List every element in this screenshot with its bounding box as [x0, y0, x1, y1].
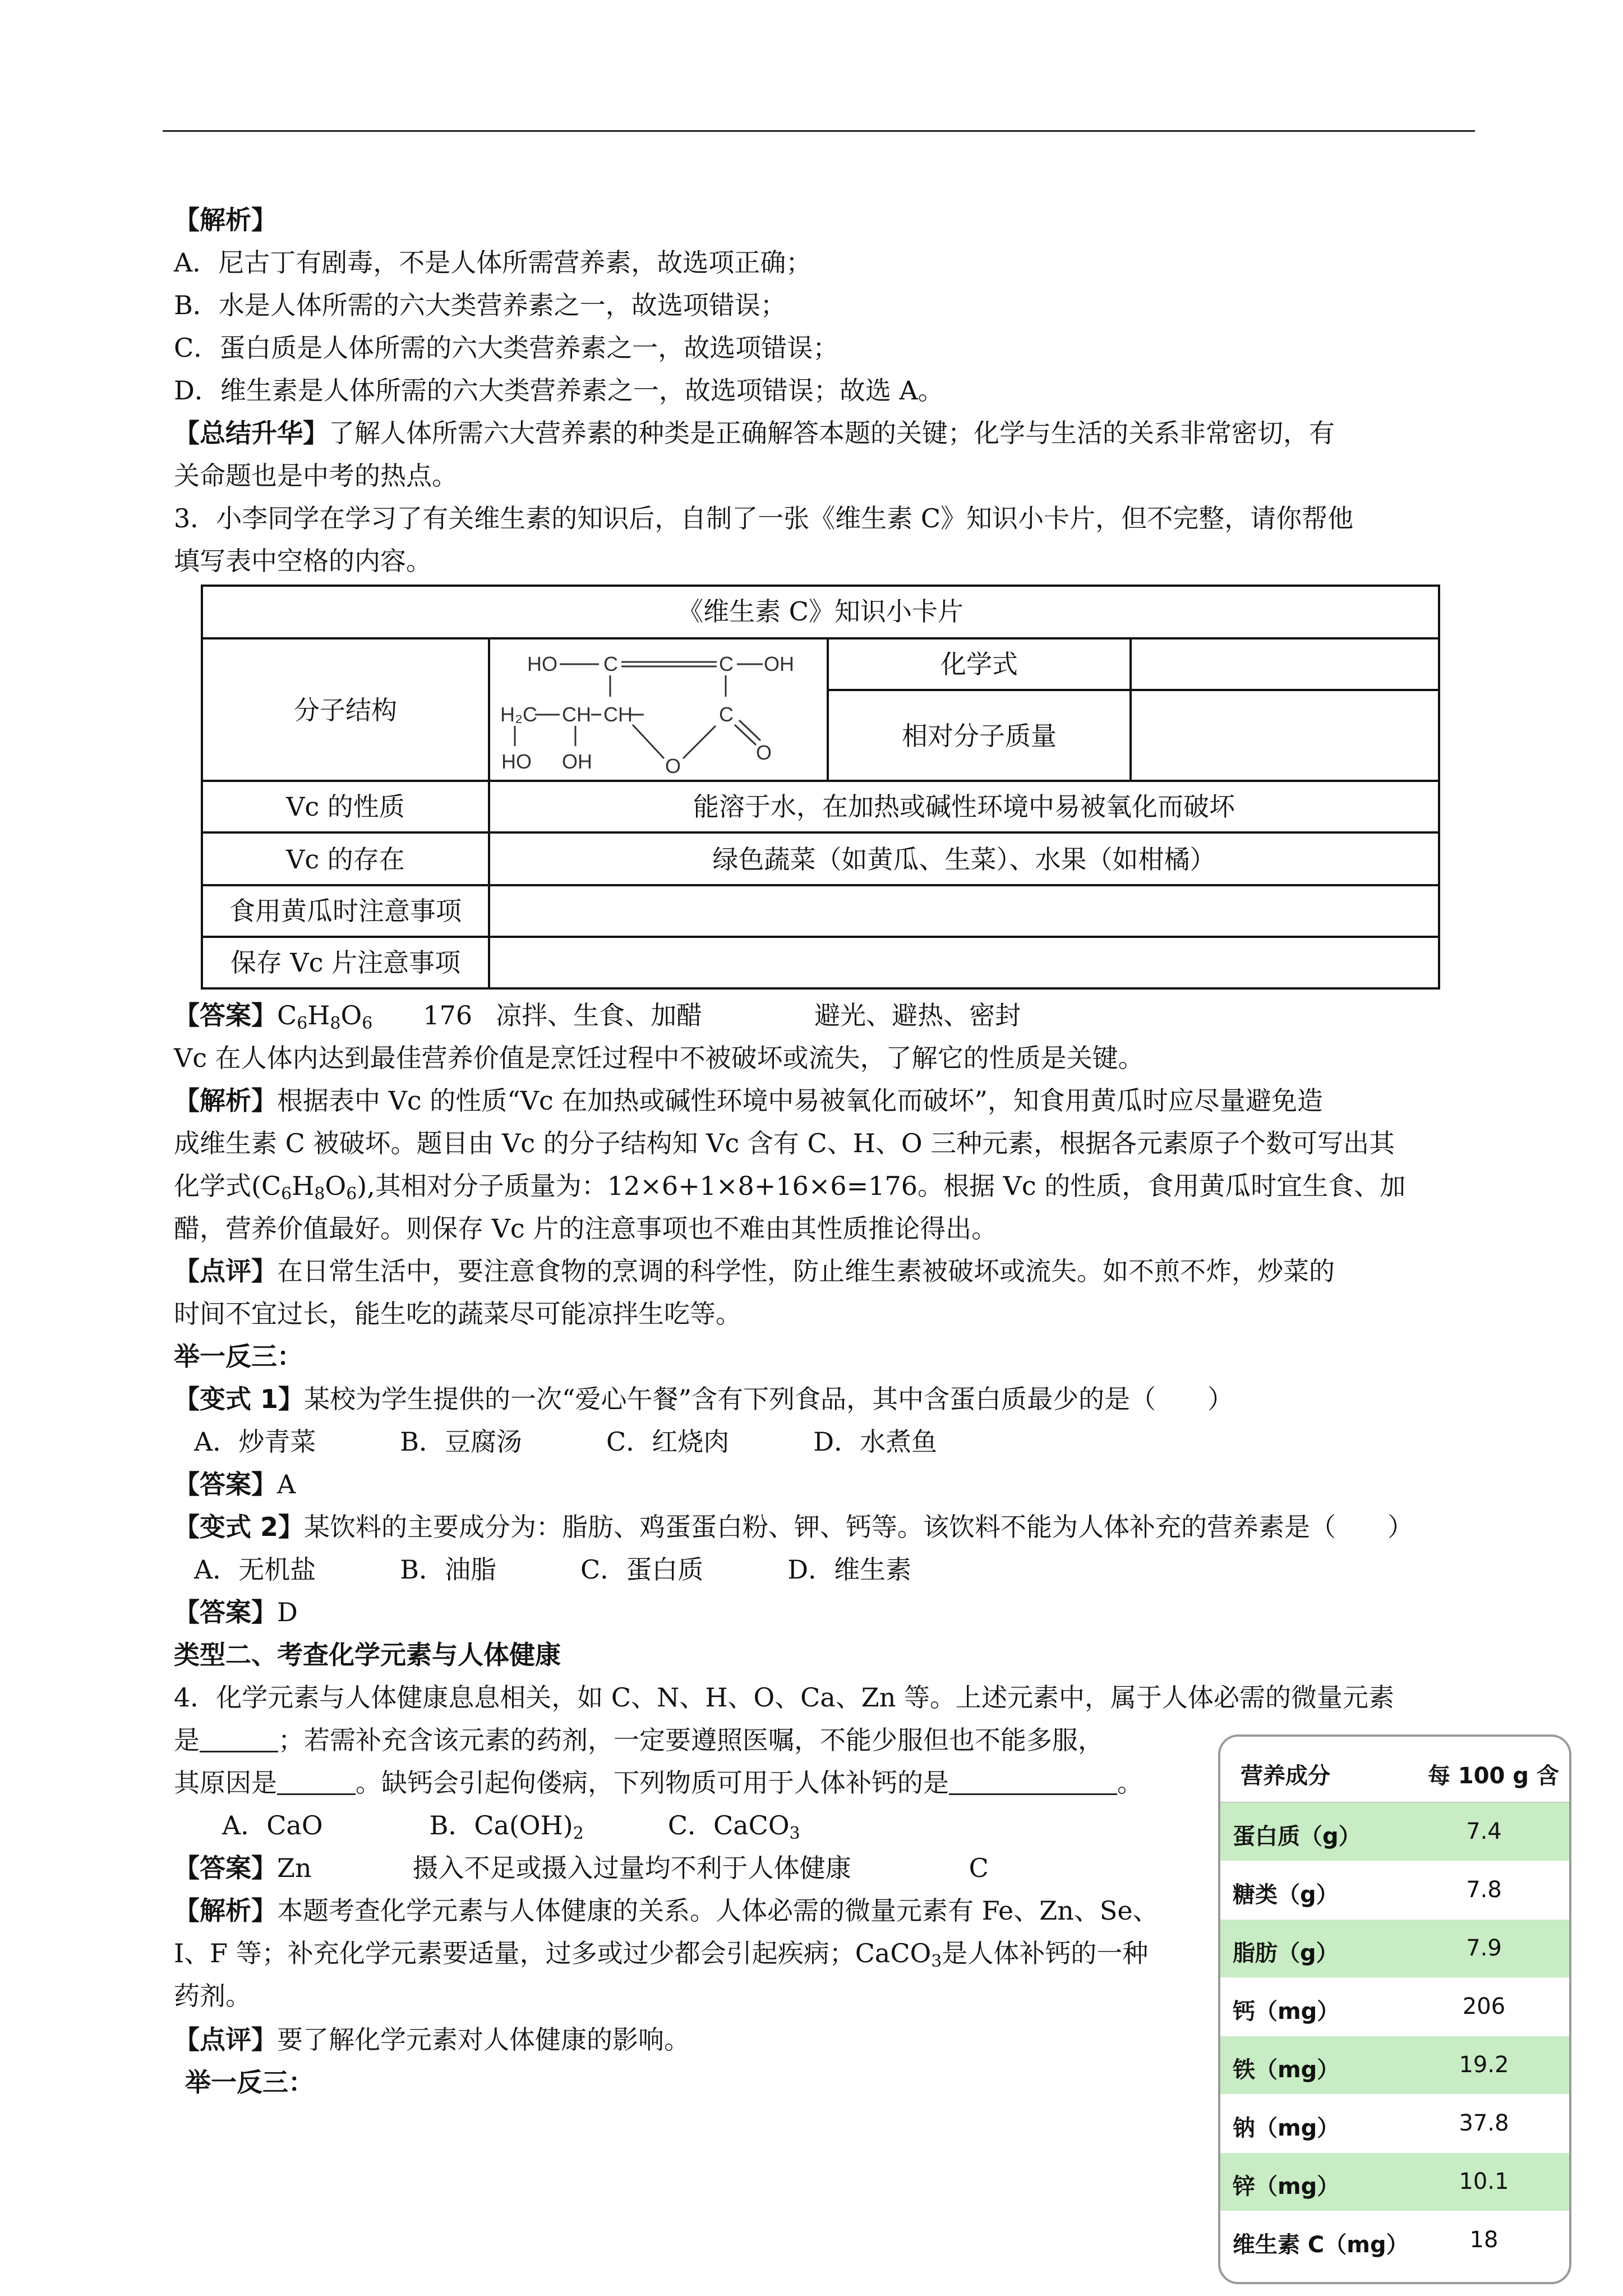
nutrition-header [1220, 1737, 1569, 1803]
analysis3-text-3d: ),其相对分子质量为：12×6+1×8+16×6=176。根据 Vc 的性质，食用黄瓜时宜生食、加 [357, 1171, 1406, 1201]
q4-options [222, 1809, 800, 1842]
analysis4-line-1 [174, 1894, 1159, 1927]
variant2-options [194, 1553, 911, 1586]
variant2-stem: 某饮料的主要成分为：脂肪、鸡蛋蛋白粉、钾、钙等。该饮料不能为人体补充的营养素是（ ） [304, 1512, 1414, 1542]
analysis3-text-3c: O [325, 1171, 347, 1201]
variant1-answer: A [277, 1469, 296, 1499]
answer3-cucumber: 凉拌、生食、加醋 [496, 1000, 703, 1030]
formula-label: 化学式 [940, 649, 1018, 679]
variant1-answer-line [174, 1467, 296, 1501]
summary-line-1 [174, 416, 1335, 450]
nutrition-nutrient: 蛋白质（g） [1233, 1824, 1361, 1849]
nutrition-amount: 7.8 [1466, 1877, 1502, 1903]
formula-answer-cell[interactable] [1129, 637, 1440, 691]
answer4-line [174, 1851, 989, 1885]
analysis-line-d: D．维生素是人体所需的六大类营养素之一，故选项错误；故选 A。 [174, 375, 944, 406]
variant1-stem-line [174, 1382, 1233, 1416]
analysis4-line-2 [174, 1936, 1148, 1970]
type2-heading: 类型二、考查化学元素与人体健康 [174, 1640, 561, 1670]
nutrition-nutrient: 锌（mg） [1233, 2174, 1340, 2200]
nutrition-amount: 7.4 [1466, 1819, 1502, 1844]
vitamin-c-structure-diagram [492, 641, 827, 780]
q4-line-1: 4．化学元素与人体健康息息相关，如 C、N、H、O、Ca、Zn 等。上述元素中，属于人体必需的微量元素 [174, 1682, 1394, 1713]
answer4-reason: 摄入不足或摄入过量均不利于人体健康 [412, 1853, 851, 1883]
mol-oh-top: OH [764, 652, 794, 675]
variant2-answer-label: 【答案】 [174, 1597, 277, 1627]
nutrition-header-amount: 每 100 g 含 [1428, 1763, 1559, 1789]
answer3-formula-c: C [277, 1000, 297, 1030]
answer3-storage: 避光、避热、密封 [814, 1000, 1021, 1030]
variant2-option-d[interactable]: D．维生素 [787, 1554, 912, 1585]
answer3-mass: 176 [423, 1000, 473, 1030]
analysis-line-a: A．尼古丁有剧毒，不是人体所需营养素，故选项正确； [174, 247, 812, 278]
q4-option-c-sub: 3 [789, 1824, 800, 1843]
nutrition-nutrient: 钙（mg） [1233, 1999, 1340, 2024]
structure-label: 分子结构 [294, 695, 397, 725]
mol-ch-1: CH [562, 703, 591, 726]
q4-line-3 [174, 1766, 1143, 1800]
comment4-text: 要了解化学元素对人体健康的影响。 [277, 2024, 690, 2055]
variant1-option-b[interactable]: B．豆腐汤 [400, 1427, 523, 1457]
nutrition-nutrient: 脂肪（g） [1233, 1940, 1339, 1966]
nutrition-row [1220, 1978, 1569, 2036]
analysis-line-c: C．蛋白质是人体所需的六大类营养素之一，故选项错误； [174, 333, 839, 363]
variant1-label: 【变式 1】 [174, 1384, 305, 1414]
analysis4-line-3: 药剂。 [174, 1981, 251, 2011]
mol-c-2: C [719, 652, 734, 675]
extend-heading-1: 举一反三： [174, 1341, 303, 1372]
nutrition-nutrient: 钠（mg） [1233, 2115, 1340, 2141]
storage-answer-cell[interactable] [488, 936, 1440, 990]
q4-text-2b: ；若需补充含该元素的药剂，一定要遵照医嘱，不能少服但也不能多服， [278, 1725, 1104, 1755]
analysis3-line-4: 醋，营养价值最好。则保存 Vc 片的注意事项也不难由其性质推论得出。 [174, 1213, 998, 1244]
analysis3-text-3a: 化学式(C [174, 1171, 282, 1201]
variant2-answer: D [277, 1597, 298, 1627]
nutrition-amount: 7.9 [1466, 1935, 1502, 1961]
answer4-zn: Zn [277, 1853, 312, 1883]
analysis4-sub: 3 [931, 1952, 942, 1971]
q4-option-b[interactable]: B．Ca(OH) [429, 1810, 573, 1841]
cucumber-answer-cell[interactable] [488, 884, 1440, 938]
answer4-label: 【答案】 [174, 1853, 277, 1883]
q3-line-1: 3．小李同学在学习了有关维生素的知识后，自制了一张《维生素 C》知识小卡片，但不完整，请你帮他 [174, 503, 1354, 533]
analysis4-text-2a: I、F 等；补充化学元素要适量，过多或过少都会引起疾病；CaCO [174, 1938, 932, 1968]
answer3-sub-c: 6 [297, 1014, 308, 1033]
mol-ho-bottom: HO [501, 750, 532, 773]
analysis3-sub-2: 8 [314, 1184, 325, 1204]
answer3-formula-o: O [340, 1000, 362, 1030]
answer3-line [174, 999, 1021, 1032]
variant2-option-a[interactable]: A．无机盐 [194, 1554, 316, 1585]
nutrition-amount: 19.2 [1459, 2052, 1509, 2078]
q4-text-3b: 。缺钙会引起佝偻病，下列物质可用于人体补钙的是 [356, 1768, 949, 1798]
analysis4-label: 【解析】 [174, 1895, 277, 1926]
answer4-c: C [969, 1853, 989, 1883]
variant1-option-a[interactable]: A．炒青菜 [194, 1427, 316, 1457]
analysis3-sub-1: 6 [281, 1184, 292, 1204]
comment4-line [174, 2023, 690, 2056]
nutrition-row [1220, 2095, 1569, 2152]
mol-o-carbonyl: O [756, 741, 772, 764]
variant2-label: 【变式 2】 [174, 1512, 305, 1542]
cucumber-label: 食用黄瓜时注意事项 [229, 896, 462, 926]
nutrition-amount: 10.1 [1459, 2169, 1509, 2194]
variant1-option-c[interactable]: C．红烧肉 [606, 1427, 730, 1457]
analysis-line-b: B．水是人体所需的六大类营养素之一，故选项错误； [174, 290, 786, 320]
mol-ho-top: HO [527, 652, 557, 675]
answer3-label: 【答案】 [174, 1000, 277, 1030]
header-rule [163, 130, 1475, 132]
extend-heading-2: 举一反三： [185, 2067, 314, 2097]
answer3-sub-h: 8 [330, 1014, 341, 1033]
analysis3-label: 【解析】 [174, 1085, 277, 1116]
nutrition-row [1220, 1803, 1569, 1861]
nutrition-header-name: 营养成分 [1241, 1763, 1330, 1789]
nutrition-nutrient: 维生素 C（mg） [1233, 2232, 1409, 2258]
nutrition-row [1220, 1920, 1569, 1977]
nutrition-row [1220, 2036, 1569, 2094]
nutrition-nutrient: 糖类（g） [1233, 1882, 1339, 1908]
nutrition-row [1220, 1861, 1569, 1919]
property-label: Vc 的性质 [286, 792, 405, 822]
mass-answer-cell[interactable] [1129, 689, 1440, 782]
q4-text-3a: 其原因是 [174, 1768, 277, 1798]
q4-option-b-sub: 2 [573, 1824, 584, 1843]
answer3-note: Vc 在人体内达到最佳营养价值是烹饪过程中不被破坏或流失，了解它的性质是关键。 [174, 1043, 1144, 1073]
mol-oh-bottom: OH [562, 750, 592, 773]
nutrition-row [1220, 2153, 1569, 2211]
variant1-options [194, 1425, 937, 1458]
variant1-stem: 某校为学生提供的一次“爱心午餐”含有下列食品，其中含蛋白质最少的是（ ） [304, 1384, 1234, 1414]
nutrition-amount: 37.8 [1459, 2110, 1509, 2136]
q4-text-2a: 是 [174, 1725, 200, 1755]
q4-blank-3[interactable] [949, 1770, 1117, 1795]
mol-c-1: C [603, 652, 618, 675]
card-title: 《维生素 C》知识小卡片 [677, 596, 963, 627]
analysis3-text-1: 根据表中 Vc 的性质“Vc 在加热或碱性环境中易被氧化而破坏”，知食用黄瓜时应尽量避免造 [277, 1085, 1323, 1116]
analysis3-sub-3: 6 [346, 1184, 357, 1204]
q4-option-a[interactable]: A．CaO [222, 1810, 323, 1841]
exist-value: 绿色蔬菜（如黄瓜、生菜）、水果（如柑橘） [712, 844, 1216, 875]
mol-o-ring: O [665, 754, 681, 777]
summary-line-2: 关命题也是中考的热点。 [174, 461, 458, 491]
q3-line-2: 填写表中空格的内容。 [174, 546, 432, 576]
nutrition-nutrient: 铁（mg） [1233, 2057, 1340, 2083]
storage-label: 保存 Vc 片注意事项 [230, 947, 461, 978]
variant2-answer-line [174, 1595, 298, 1629]
mol-h2c: H₂C [500, 703, 537, 726]
mol-ch-2: CH [603, 703, 633, 726]
q4-text-3c: 。 [1117, 1768, 1143, 1798]
comment3-text-1: 在日常生活中，要注意食物的烹调的科学性，防止维生素被破坏或流失。如不煎不炸，炒菜的 [277, 1256, 1335, 1286]
vc-card-table [201, 585, 1440, 990]
property-value: 能溶于水，在加热或碱性环境中易被氧化而破坏 [693, 792, 1235, 822]
analysis3-line-2: 成维生素 C 被破坏。题目由 Vc 的分子结构知 Vc 含有 C、H、O 三种元素，根据各元素原子个数可写出其 [174, 1128, 1395, 1158]
q4-blank-2[interactable] [277, 1770, 356, 1795]
variant2-option-c[interactable]: C．蛋白质 [580, 1554, 704, 1585]
nutrition-label-panel [1218, 1734, 1571, 2284]
answer3-formula-h: H [307, 1000, 330, 1030]
summary-label: 【总结升华】 [174, 418, 329, 448]
nutrition-row [1220, 2211, 1569, 2269]
q4-blank-1[interactable] [200, 1727, 278, 1752]
exist-label: Vc 的存在 [286, 844, 405, 875]
variant1-answer-label: 【答案】 [174, 1469, 277, 1499]
analysis4-text-2b: 是人体补钙的一种 [942, 1938, 1149, 1968]
variant1-option-d[interactable]: D．水煮鱼 [813, 1427, 938, 1457]
summary-text-1: 了解人体所需六大营养素的种类是正确解答本题的关键；化学与生活的关系非常密切，有 [329, 418, 1335, 448]
variant2-stem-line [174, 1510, 1413, 1544]
comment3-line-1 [174, 1254, 1335, 1288]
answer3-sub-o: 6 [362, 1014, 373, 1033]
variant2-option-b[interactable]: B．油脂 [400, 1554, 497, 1585]
comment3-label: 【点评】 [174, 1256, 277, 1286]
comment3-line-2: 时间不宜过长，能生吃的蔬菜尽可能凉拌生吃等。 [174, 1299, 741, 1329]
nutrition-amount: 206 [1462, 1994, 1506, 2019]
analysis3-line-1 [174, 1084, 1323, 1117]
q4-option-c[interactable]: C．CaCO [667, 1810, 790, 1841]
q4-line-2 [174, 1723, 1104, 1757]
mol-c-3: C [719, 703, 734, 726]
nutrition-amount: 18 [1469, 2227, 1498, 2253]
analysis4-text-1: 本题考查化学元素与人体健康的关系。人体必需的微量元素有 Fe、Zn、Se、 [277, 1895, 1159, 1926]
analysis3-line-3 [174, 1169, 1405, 1203]
comment4-label: 【点评】 [174, 2024, 277, 2055]
analysis-label: 【解析】 [174, 205, 277, 235]
mass-label: 相对分子质量 [902, 721, 1057, 751]
analysis3-text-3b: H [292, 1171, 315, 1201]
